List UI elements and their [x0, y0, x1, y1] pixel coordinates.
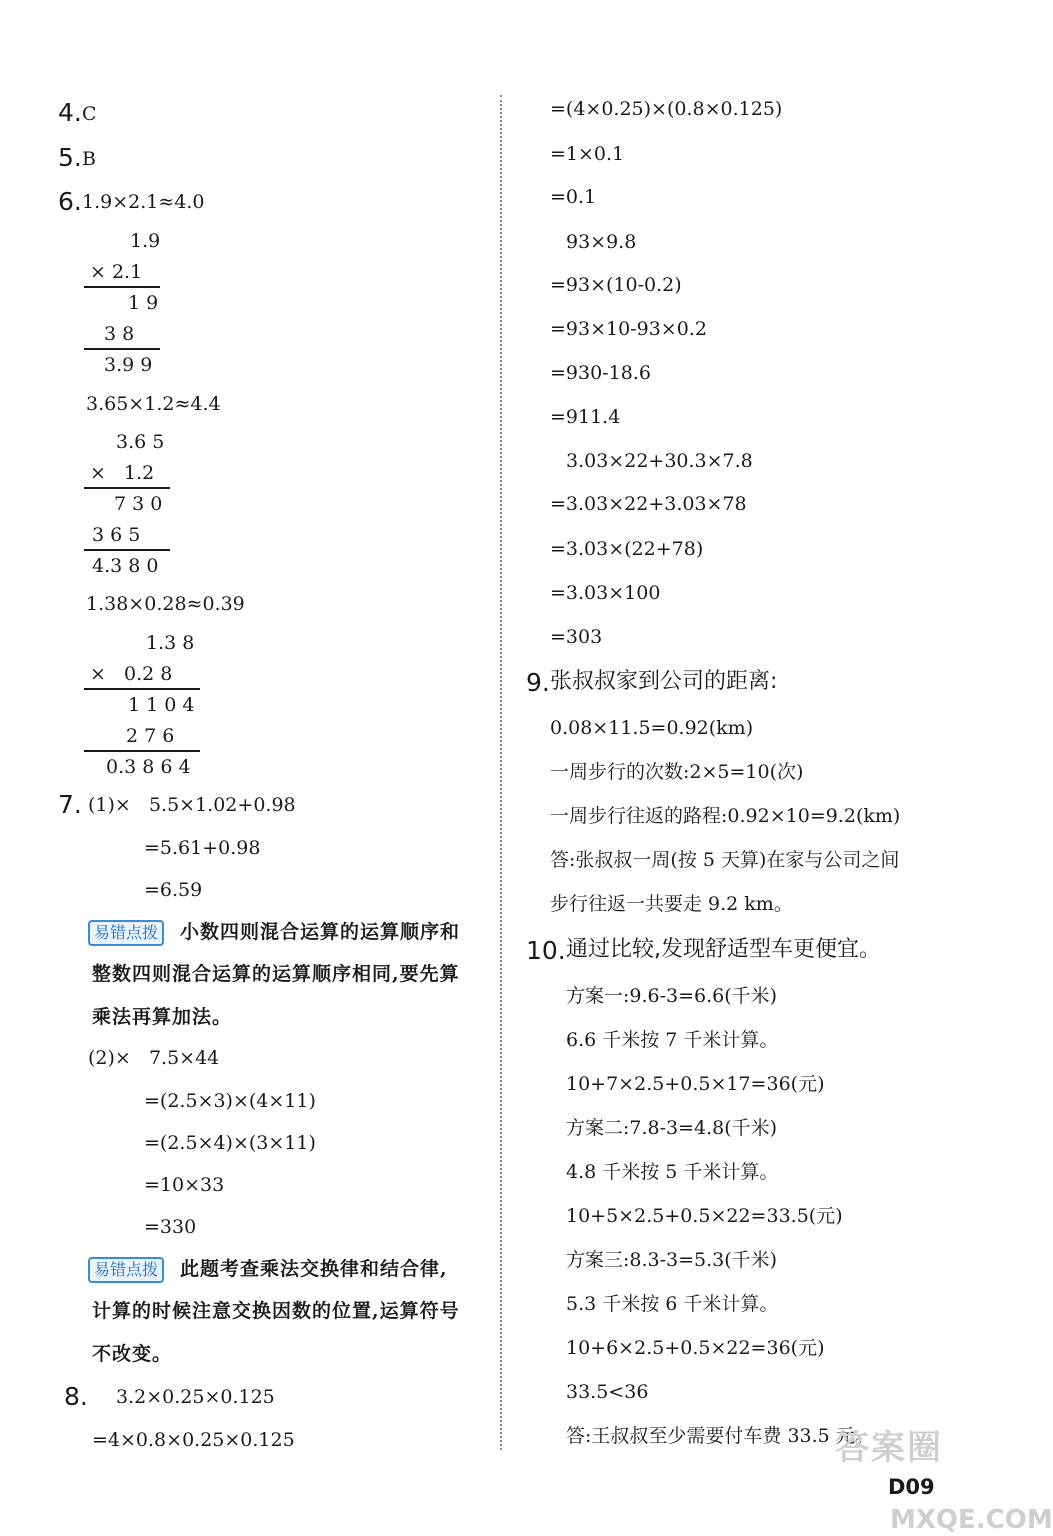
solution-line: 答:王叔叔至少需要付车费 33.5 元。 [566, 1425, 874, 1447]
calc-line: 4.3 8 0 [92, 555, 159, 577]
solution-line: =930-18.6 [550, 362, 651, 384]
answer-text: 3.65×1.2≈4.4 [86, 393, 221, 415]
solution-line: =93×(10-0.2) [550, 274, 682, 296]
calc-line: 0.3 8 6 4 [106, 756, 191, 778]
solution-line: 3.2×0.25×0.125 [116, 1386, 275, 1408]
question-number: 7. [58, 790, 82, 819]
solution-line: 10+7×2.5+0.5×17=36(元) [566, 1073, 825, 1095]
solution-line: =3.03×22+3.03×78 [550, 493, 747, 515]
solution-line: 0.08×11.5=0.92(km) [550, 717, 754, 739]
solution-line: =3.03×100 [550, 582, 661, 604]
watermark-logo: 答案圈 [835, 1428, 943, 1468]
calc-rule [84, 487, 170, 489]
answer-text: B [82, 148, 96, 170]
calc-line: 3.6 5 [116, 431, 165, 453]
calc-line: 1.3 8 [146, 632, 195, 654]
calc-line: 1 1 0 4 [128, 694, 195, 716]
answer-text: 1.9×2.1≈4.0 [82, 191, 205, 213]
question-number: 9. [526, 668, 550, 697]
solution-line: (1)× 5.5×1.02+0.98 [88, 794, 296, 816]
calc-line: 2 7 6 [126, 725, 175, 747]
tip-text: 不改变。 [92, 1343, 173, 1365]
solution-line: 4.8 千米按 5 千米计算。 [566, 1161, 779, 1183]
solution-line: 方案一:9.6-3=6.6(千米) [566, 985, 778, 1007]
calc-line: × 2.1 [90, 261, 143, 283]
tip-text: 计算的时候注意交换因数的位置,运算符号 [92, 1300, 460, 1322]
calc-line: 3 8 [104, 323, 135, 345]
solution-line: 93×9.8 [566, 231, 637, 253]
solution-line: 3.03×22+30.3×7.8 [566, 450, 753, 472]
question-number: 8. [64, 1382, 88, 1411]
question-number: 10. [526, 936, 566, 965]
solution-line: =93×10-93×0.2 [550, 318, 707, 340]
solution-line: =(2.5×3)×(4×11) [144, 1090, 316, 1112]
solution-line: 方案二:7.8-3=4.8(千米) [566, 1117, 778, 1139]
solution-line: =(2.5×4)×(3×11) [144, 1132, 316, 1154]
calc-rule [84, 348, 160, 350]
solution-line: =4×0.8×0.25×0.125 [92, 1429, 295, 1451]
calc-line: 3 6 5 [92, 524, 141, 546]
solution-line: 一周步行的次数:2×5=10(次) [550, 761, 804, 783]
question-number: 4. [58, 98, 82, 127]
tip-text: 小数四则混合运算的运算顺序和 [180, 921, 461, 943]
solution-line: =10×33 [144, 1174, 225, 1196]
calc-line: × 0.2 8 [90, 663, 173, 685]
solution-line: =0.1 [550, 186, 597, 208]
solution-line: =5.61+0.98 [144, 837, 261, 859]
question-number: 5. [58, 143, 82, 172]
calc-line: 7 3 0 [114, 493, 163, 515]
solution-line: 方案三:8.3-3=5.3(千米) [566, 1249, 778, 1271]
tip-text: 乘法再算加法。 [92, 1006, 233, 1028]
solution-line: 步行往返一共要走 9.2 km。 [550, 893, 793, 915]
solution-line: 答:张叔叔一周(按 5 天算)在家与公司之间 [550, 849, 900, 871]
tip-badge: 易错点拨 [88, 1257, 164, 1283]
calc-rule [84, 549, 170, 551]
solution-line: 10+5×2.5+0.5×22=33.5(元) [566, 1205, 843, 1227]
watermark-url: MXQE.COM [890, 1505, 1053, 1535]
column-divider [500, 95, 502, 1450]
calc-rule [84, 688, 200, 690]
solution-line: 5.3 千米按 6 千米计算。 [566, 1293, 779, 1315]
calc-rule [84, 286, 160, 288]
solution-line: =3.03×(22+78) [550, 538, 704, 560]
solution-line: =330 [144, 1216, 197, 1238]
calc-line: × 1.2 [90, 462, 155, 484]
page-number: D09 [888, 1475, 935, 1499]
solution-line: 33.5<36 [566, 1381, 649, 1403]
solution-line: =1×0.1 [550, 143, 625, 165]
calc-line: 1 9 [128, 292, 159, 314]
solution-line: =(4×0.25)×(0.8×0.125) [550, 98, 783, 120]
solution-line: =911.4 [550, 406, 621, 428]
calc-rule [84, 750, 200, 752]
solution-line: 6.6 千米按 7 千米计算。 [566, 1029, 779, 1051]
calc-line: 1.9 [130, 230, 161, 252]
solution-line: =303 [550, 626, 603, 648]
tip-badge: 易错点拨 [88, 920, 164, 946]
answer-text: C [82, 103, 97, 125]
solution-line: =6.59 [144, 879, 203, 901]
answer-text: 1.38×0.28≈0.39 [86, 593, 245, 615]
solution-line: 张叔叔家到公司的距离: [550, 669, 778, 694]
tip-text: 此题考查乘法交换律和结合律, [180, 1258, 448, 1280]
solution-line: 通过比较,发现舒适型车更便宜。 [566, 937, 881, 962]
solution-line: 10+6×2.5+0.5×22=36(元) [566, 1337, 825, 1359]
question-number: 6. [58, 187, 82, 216]
solution-line: 一周步行往返的路程:0.92×10=9.2(km) [550, 805, 901, 827]
tip-text: 整数四则混合运算的运算顺序相同,要先算 [92, 963, 460, 985]
solution-line: (2)× 7.5×44 [88, 1047, 220, 1069]
calc-line: 3.9 9 [104, 354, 153, 376]
